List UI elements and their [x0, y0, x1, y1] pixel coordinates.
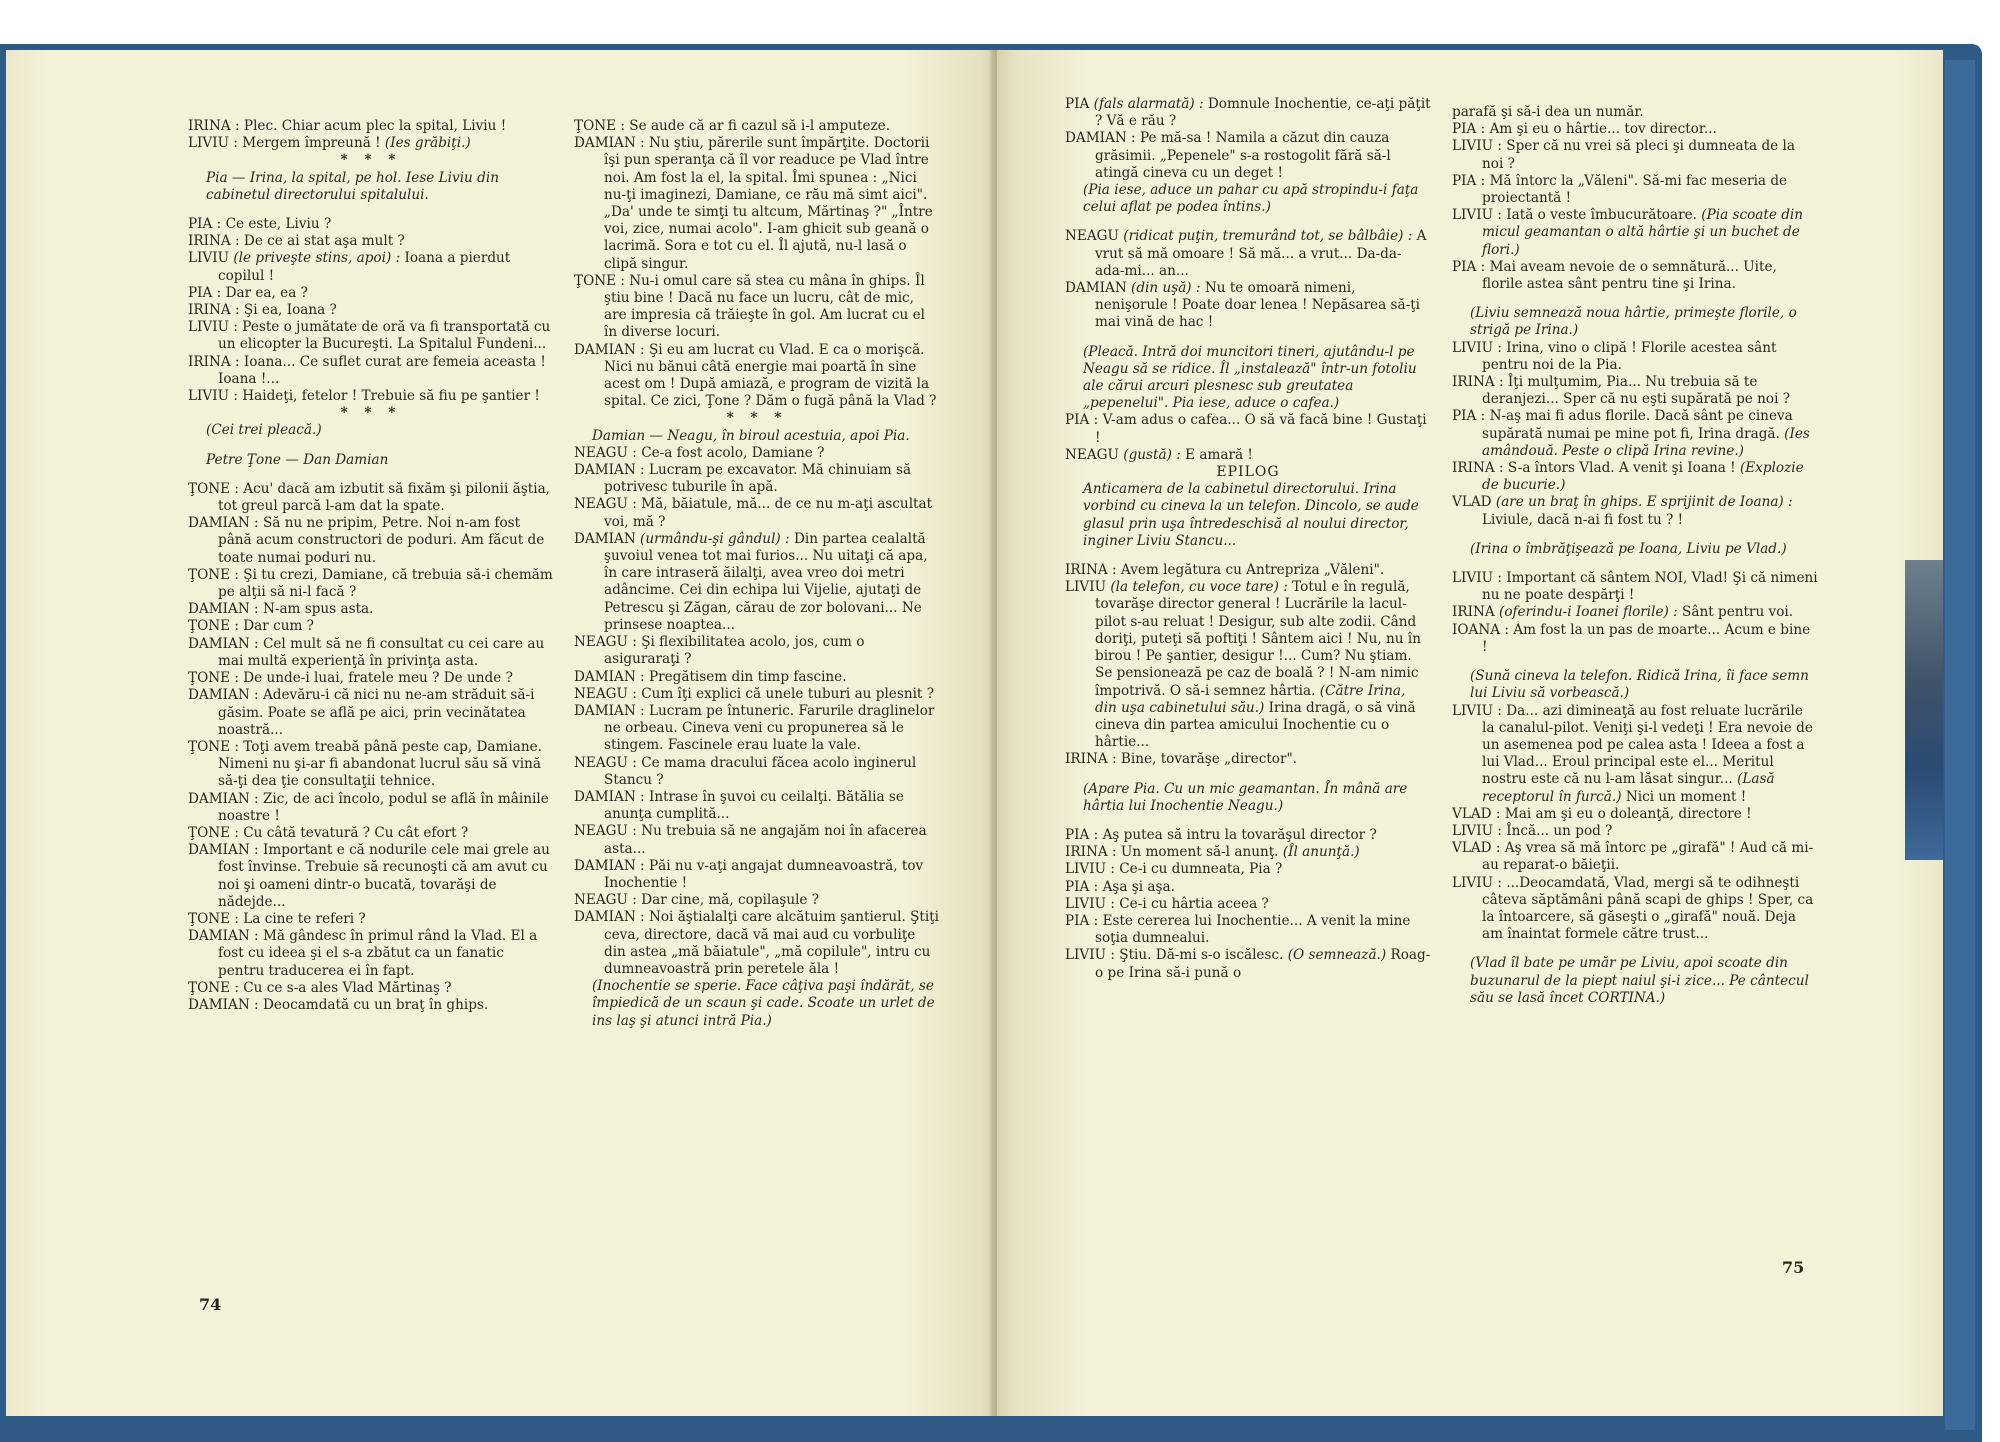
dialogue-line	[1065, 844, 1431, 861]
dialogue-text: Avem legătura cu Antrepriza „Văleni".	[1120, 562, 1385, 579]
dialogue-line	[1452, 340, 1818, 374]
spacer	[1065, 550, 1431, 562]
dialogue-line	[1452, 207, 1818, 259]
dialogue-text: Pe mă-sa ! Namila a căzut din cauza grăsimii. „Pepenele" s-a rostogolit fără să-l atingă cineva cu un deget !	[1095, 130, 1391, 181]
speaker-name: PIA	[1065, 96, 1090, 112]
dialogue-text: Ce este, Liviu ?	[225, 216, 332, 233]
spacer	[1452, 293, 1818, 305]
dialogue-text: Cu ce s-a ales Vlad Mărtinaş ?	[243, 979, 452, 996]
speaker-name: ŢONE :	[188, 618, 239, 635]
dialogue-text: Ioana a pierdut copilul !	[218, 250, 511, 284]
speaker-name: VLAD :	[1452, 805, 1501, 822]
dialogue-line	[574, 686, 940, 703]
dialogue-text: Domnule Inochentie, ce-aţi păţit ? Vă e rău ?	[1095, 96, 1431, 130]
speaker-name: ŢONE :	[188, 824, 239, 841]
inline-stage-direction: (Explozie de bucurie.)	[1482, 460, 1804, 494]
inline-stage-direction: (gustă) :	[1123, 446, 1181, 463]
dialogue-text: Mai am şi eu o doleanţă, directore !	[1504, 805, 1752, 822]
dialogue-line	[188, 601, 554, 618]
dialogue-text: E amară !	[1180, 446, 1253, 463]
dialogue-line	[574, 634, 940, 668]
speaker-name: IRINA :	[1065, 562, 1117, 579]
dialogue-line	[574, 669, 940, 686]
speaker-name: NEAGU :	[574, 754, 637, 771]
dialogue-line	[188, 980, 554, 997]
inline-stage-direction: (Lasă receptorul în furcă.)	[1482, 771, 1775, 805]
speaker-name: IRINA :	[1065, 844, 1117, 861]
speaker-name: IRINA :	[188, 353, 240, 370]
speaker-name: VLAD :	[1452, 840, 1501, 857]
inline-stage-direction: (din uşă) :	[1131, 280, 1201, 297]
dialogue-line	[188, 135, 554, 152]
dialogue-line	[1065, 280, 1431, 332]
speaker-name: LIVIU :	[1452, 702, 1502, 719]
speaker-name: IRINA :	[1452, 374, 1504, 391]
speaker-name: ŢONE :	[188, 566, 239, 583]
dialogue-text: Liviule, dacă n-ai fi fost tu ? !	[1482, 511, 1684, 528]
dialogue-text: Ioana... Ce suflet curat are femeia aceasta ! Ioana !...	[218, 353, 546, 387]
inline-stage-direction: (Ies amândouă. Peste o clipă Irina revine.)	[1482, 425, 1810, 459]
dialogue-text: Şi flexibilitatea acolo, jos, cum o asiguraraţi ?	[604, 634, 865, 668]
dialogue-line	[1452, 173, 1818, 207]
dialogue-text: Intrase în şuvoi cu ceilalţi. Bătălia se anunţa cumplită...	[604, 788, 904, 823]
dialogue-line	[188, 842, 554, 911]
dialogue-line	[1452, 259, 1818, 293]
speaker-name: DAMIAN	[574, 530, 636, 547]
spacer	[1065, 815, 1431, 827]
dialogue-line	[188, 481, 554, 515]
stage-direction: (Cei trei pleacă.)	[206, 422, 322, 439]
speaker-name: IRINA :	[188, 302, 240, 319]
dialogue-line	[188, 216, 554, 233]
dialogue-line	[188, 636, 554, 670]
dialogue-text: Ce mama dracului făcea acolo inginerul Stancu ?	[604, 754, 917, 788]
left-column-1	[188, 118, 554, 1348]
dialogue-text: Cel mult să ne fi consultat cu cei care au mai multă experienţă în privinţa asta.	[218, 635, 545, 669]
dialogue-text: Sânt pentru voi.	[1677, 604, 1794, 621]
speaker-name: ŢONE :	[188, 738, 239, 755]
dialogue-text: Se aude că ar fi cazul să i-l amputeze.	[629, 118, 891, 134]
speaker-name: ŢONE :	[188, 670, 239, 687]
speaker-name: DAMIAN :	[188, 790, 259, 807]
dialogue-line	[188, 285, 554, 302]
spacer	[1065, 216, 1431, 228]
dialogue-text: Mă gândesc în primul rând la Vlad. El a fost cu ideea şi el s-a zbătut ca un fanatic pentru traducerea ei în fapt.	[218, 928, 538, 979]
dialogue-line	[1065, 562, 1431, 579]
page-number-left: 74	[199, 1295, 222, 1314]
speaker-name: DAMIAN :	[574, 788, 645, 805]
dialogue-text: Bine, tovarăşe „director".	[1120, 751, 1298, 768]
speaker-name: ŢONE :	[188, 910, 239, 927]
stage-direction: (Pleacă. Intră doi muncitori tineri, ajutându-l pe Neagu să se ridice. Îl „instalează" într-un fotoliu ale cărui arcuri plesnesc sub greutatea „pepenelui". Pia iese, aduce o cafea.)	[1083, 343, 1417, 412]
section-heading: EPILOG	[1216, 464, 1280, 481]
speaker-name: DAMIAN :	[188, 996, 259, 1013]
inline-stage-direction: (O semnează.)	[1287, 947, 1387, 964]
inline-stage-direction: (Ies grăbiţi.)	[384, 135, 471, 152]
speaker-name: DAMIAN :	[188, 928, 259, 945]
dialogue-text: Sper că nu vrei să pleci şi dumneata de la noi ?	[1482, 138, 1796, 172]
dialogue-line	[1452, 703, 1818, 806]
dialogue-line	[188, 515, 554, 567]
dialogue-text: Adevăru-i că nici nu ne-am străduit să-i găsim. Poate se află pe aici, prin vecinătatea noastră...	[218, 687, 535, 738]
dialogue-line	[1065, 579, 1431, 751]
dialogue-line	[1452, 374, 1818, 408]
spacer	[1065, 332, 1431, 344]
dialogue-text: Ştiu. Dă-mi s-o iscălesc.	[1119, 947, 1288, 964]
dialogue-text: Îţi mulţumim, Pia... Nu trebuia să te deranjezi... Sper că nu eşti supărată pe noi ?	[1482, 374, 1791, 408]
stage-direction: Pia — Irina, la spital, pe hol. Iese Liviu din cabinetul directorului spitalului.	[206, 169, 499, 203]
dialogue-text: Ce-a fost acolo, Damiane ?	[641, 444, 825, 461]
dialogue-line	[1065, 751, 1431, 768]
dialogue-line	[188, 233, 554, 250]
dialogue-text: De unde-i luai, fratele meu ? De unde ?	[243, 670, 513, 687]
inline-stage-direction: (fals alarmată) :	[1093, 96, 1204, 112]
dialogue-line	[1065, 879, 1431, 896]
dialogue-text: Totul e în regulă, tovarăşe director general ! Lucrările la lacul-pilot s-au reluat ! Desigur, sub alte zodii. Când doriţi, puteţi să poftiţi ! Sântem aici ! Nu, nu în birou ! Pe şantier, desigur !... Cum? Nu ştiam. Se pensionează pe caz de boală ? ! N-am nimic împotrivă. O să-i semnez hârtia.	[1095, 579, 1421, 699]
dialogue-line	[1452, 875, 1818, 944]
speaker-name: DAMIAN :	[574, 341, 645, 358]
speaker-name: ŢONE :	[574, 118, 625, 134]
speaker-name: PIA :	[1065, 912, 1099, 929]
dialogue-text: Iată o veste îmbucurătoare.	[1506, 207, 1702, 224]
speaker-name: NEAGU :	[574, 892, 637, 909]
dialogue-text: Mai aveam nevoie de o semnătură... Uite, florile astea sânt pentru tine şi Irina.	[1482, 258, 1777, 293]
dialogue-text: Important că sântem NOI, Vlad! Şi că nimeni nu ne poate despărţi !	[1482, 570, 1818, 604]
dialogue-text: Am şi eu o hârtie... tov director...	[1489, 121, 1717, 138]
dialogue-text: Deocamdată cu un braţ în ghips.	[262, 996, 489, 1013]
dialogue-line	[574, 755, 940, 789]
dialogue-text: Încă... un pod ?	[1506, 822, 1613, 839]
speaker-name: LIVIU :	[188, 388, 238, 405]
dialogue-line	[1065, 827, 1431, 844]
dialogue-line	[574, 273, 940, 342]
dialogue-text: Zic, de aci încolo, podul se află în mâinile noastre !	[218, 790, 549, 824]
speaker-name: LIVIU :	[1065, 947, 1115, 964]
dialogue-text: La cine te referi ?	[243, 910, 366, 927]
speaker-name: DAMIAN :	[188, 687, 259, 704]
dialogue-line	[1452, 121, 1818, 138]
speaker-name: PIA :	[1452, 258, 1486, 275]
dialogue-line	[1065, 861, 1431, 878]
speaker-name: LIVIU :	[1452, 822, 1502, 839]
speaker-name: DAMIAN :	[188, 601, 259, 618]
dialogue-line	[1065, 896, 1431, 913]
stage-direction: (Apare Pia. Cu un mic geamantan. În mână are hârtia lui Inochentie Neagu.)	[1083, 780, 1408, 814]
speaker-name: DAMIAN :	[574, 909, 645, 926]
stage-direction: (Liviu semnează noua hârtie, primeşte florile, o strigă pe Irina.)	[1470, 305, 1797, 339]
speaker-name: LIVIU :	[188, 319, 238, 336]
dialogue-line	[1065, 228, 1431, 280]
dialogue-text: Un moment să-l anunţ.	[1120, 844, 1283, 861]
dialogue-text: Aş vrea să mă întorc pe „girafă" ! Aud că mi-au reparat-o băieţii.	[1482, 840, 1814, 874]
scene-divider: * * *	[340, 405, 402, 422]
dialogue-line	[188, 687, 554, 739]
dialogue-line	[1452, 408, 1818, 460]
dialogue-line	[1452, 570, 1818, 604]
inline-stage-direction: (la telefon, cu voce tare) :	[1110, 579, 1288, 596]
dialogue-text: parafă şi să-i dea un număr.	[1452, 104, 1644, 120]
dialogue-text: Mergem împreună !	[242, 135, 385, 152]
speaker-name: LIVIU :	[1452, 207, 1502, 224]
dialogue-line	[1452, 604, 1818, 621]
spacer	[1452, 529, 1818, 541]
dialogue-text: Noi ăştialalţi care alcătuim şantierul. Ştiţi ceva, directore, dacă vă mai aud cu vorbuliţe din astea „mă băiatule", „mă copilule", intru cu dumneavoastră prin peretele ăla !	[604, 909, 940, 977]
dialogue-text: V-am adus o cafea... O să vă facă bine ! Gustaţi !	[1095, 412, 1427, 446]
dialogue-line	[188, 911, 554, 928]
background-photo-fragment	[1905, 560, 1943, 860]
spacer	[188, 440, 554, 452]
spacer	[1452, 656, 1818, 668]
dialogue-text: Aş putea să intru la tovarăşul director ?	[1102, 826, 1377, 843]
dialogue-text: Haideţi, fetelor ! Trebuie să fiu pe şantier !	[242, 388, 540, 405]
inline-stage-direction: (Pia scoate din micul geamantan o altă hârtie şi un buchet de flori.)	[1482, 207, 1804, 258]
speaker-name: DAMIAN :	[574, 702, 645, 719]
speaker-name: DAMIAN :	[188, 635, 259, 652]
dialogue-text: Şi tu crezi, Damiane, că trebuia să-i chemăm pe alţii să ni-l facă ?	[218, 566, 553, 601]
speaker-name: DAMIAN :	[188, 842, 259, 859]
speaker-name: PIA :	[1452, 172, 1486, 189]
dialogue-line	[1452, 138, 1818, 172]
speaker-name: DAMIAN :	[1065, 130, 1136, 147]
dialogue-line	[574, 909, 940, 978]
dialogue-text: Nici un moment !	[1621, 788, 1747, 805]
dialogue-text: Nu ştiu, părerile sunt împărţite. Doctorii îşi pun speranţa că îl vor readuce pe Vlad între noi. Am fost la el, la spital. Îmi spunea : „Nici nu-ţi imaginezi, Damiane, ce rău mă simt aici". „Da' unde te simţi tu altcum, Mărtinaş ?" „Între voi, zice, numai acolo". I-am ghicit sub geană o lacrimă. Sora e tot cu el. Îl ajută, nu-l lasă o clipă singur.	[604, 135, 933, 272]
dialogue-line	[574, 118, 940, 135]
dialogue-text: Nu te omoară nimeni, nenişorule ! Poate doar lenea ! Nepăsarea să-ţi mai vină de hac !	[1095, 280, 1421, 331]
speaker-name: ŢONE :	[188, 979, 239, 996]
dialogue-line	[188, 825, 554, 842]
speaker-name: IRINA :	[1452, 460, 1504, 477]
stage-direction: Damian — Neagu, în biroul acestuia, apoi Pia.	[592, 427, 910, 444]
dialogue-text: De ce ai stat aşa mult ?	[243, 233, 405, 250]
dialogue-line	[1452, 823, 1818, 840]
dialogue-line	[574, 703, 940, 755]
dialogue-line	[574, 135, 940, 273]
speaker-name: LIVIU	[188, 250, 230, 267]
dialogue-line	[574, 462, 940, 496]
book-cover-edge	[1945, 60, 1975, 1430]
speaker-name: NEAGU :	[574, 444, 637, 461]
dialogue-text: Lucram pe excavator. Mă chinuiam să potrivesc tuburile în apă.	[604, 462, 912, 496]
inline-stage-direction: (le priveşte stins, apoi) :	[233, 250, 401, 267]
speaker-name: LIVIU	[1065, 579, 1107, 596]
dialogue-text: Toţi avem treabă până peste cap, Damiane. Nimeni nu şi-ar fi abandonat lucrul său să vină să-ţi dea ţie consultaţii tehnice.	[218, 738, 542, 790]
dialogue-line	[1065, 947, 1431, 981]
speaker-name: VLAD	[1452, 494, 1492, 511]
dialogue-line	[1065, 913, 1431, 947]
dialogue-text: Dar cum ?	[243, 618, 314, 635]
speaker-name: NEAGU	[1065, 446, 1119, 463]
speaker-name: DAMIAN :	[188, 515, 259, 532]
inline-stage-direction: (Către Irina, din uşa cabinetului său.)	[1095, 682, 1406, 716]
dialogue-line	[188, 618, 554, 635]
inline-stage-direction: (ridicat puţin, tremurând tot, se bâlbâie) :	[1123, 228, 1413, 245]
dialogue-line	[1452, 460, 1818, 494]
dialogue-text: Este cererea lui Inochentie... A venit la mine soţia dumnealui.	[1095, 912, 1411, 947]
speaker-name: IRINA :	[188, 118, 240, 134]
stage-direction: (Sună cineva la telefon. Ridică Irina, îi face semn lui Liviu să vorbească.)	[1470, 668, 1809, 702]
right-column-1	[1065, 96, 1431, 1336]
dialogue-text: Irina dragă, o să vină cineva din partea amicului Inochentie cu o hârtie...	[1095, 699, 1416, 751]
dialogue-text: Să nu ne pripim, Petre. Noi n-am fost până acum constructori de poduri. Am făcut de toate numai poduri nu.	[218, 515, 545, 566]
dialogue-line	[1452, 806, 1818, 823]
page-number-right: 75	[1782, 1258, 1805, 1277]
speaker-name: LIVIU :	[1452, 339, 1502, 356]
dialogue-text: Nu trebuia să ne angajăm noi în afacerea asta...	[604, 823, 927, 857]
scene-divider: * * *	[726, 410, 788, 427]
scene-divider: * * *	[340, 152, 402, 169]
dialogue-text: Aşa şi aşa.	[1102, 878, 1175, 895]
speaker-name: DAMIAN	[1065, 280, 1127, 297]
dialogue-line	[1452, 840, 1818, 874]
dialogue-line	[574, 531, 940, 634]
spacer	[188, 204, 554, 216]
dialogue-text: Mă întorc la „Văleni". Să-mi fac meseria de proiectantă !	[1482, 172, 1788, 207]
dialogue-text: Ce-i cu dumneata, Pia ?	[1119, 861, 1283, 878]
dialogue-text: Irina, vino o clipă ! Florile acestea sânt pentru noi de la Pia.	[1482, 339, 1777, 373]
dialogue-text: Lucram pe întuneric. Farurile draglinelor ne orbeau. Cineva veni cu propunerea să le stingem. Fascinele erau luate la vale.	[604, 702, 935, 754]
speaker-name: PIA :	[1452, 408, 1486, 425]
speaker-name: DAMIAN :	[574, 462, 645, 479]
dialogue-text: N-am spus asta.	[262, 601, 374, 618]
speaker-name: ŢONE :	[574, 272, 625, 289]
dialogue-text: A vrut să mă omoare ! Să mă... a vrut... Da-da-ada-mi... an...	[1095, 228, 1427, 279]
stage-direction: Anticamera de la cabinetul directorului. Irina vorbind cu cineva la un telefon. Dincolo, se aude glasul prin uşa întredeschisă al noului director, inginer Liviu Stancu...	[1083, 481, 1419, 549]
dialogue-line	[188, 354, 554, 388]
dialogue-text: Acu' dacă am izbutit să fixăm şi pilonii ăştia, tot greul parcă l-am dat la spate.	[218, 480, 550, 515]
speaker-name: PIA :	[1452, 121, 1486, 138]
speaker-name: PIA :	[188, 216, 222, 233]
dialogue-text: N-aş mai fi adus florile. Dacă sânt pe cineva supărată numai pe mine pot fi, Irina dragă.	[1482, 408, 1793, 442]
speaker-name: PIA :	[1065, 826, 1099, 843]
spacer	[1065, 769, 1431, 781]
inline-stage-direction: (urmându-şi gândul) :	[640, 530, 790, 547]
speaker-name: NEAGU :	[574, 823, 637, 840]
dialogue-text: Din partea cealaltă şuvoiul venea tot mai furios... Nu uitaţi că apa, în care intraseră ăilalţi, avea vreo doi metri adâncime. Cei din echipa lui Vijelie, ajutaţi de Petrescu şi Zăgan, cărau de zor bolovani... Ne prinsese noaptea...	[604, 530, 928, 633]
speaker-name: LIVIU :	[1452, 874, 1502, 891]
speaker-name: NEAGU :	[574, 685, 637, 702]
dialogue-line	[574, 445, 940, 462]
dialogue-line	[1065, 412, 1431, 446]
speaker-name: PIA :	[1065, 412, 1099, 429]
dialogue-text: Am fost la un pas de moarte... Acum e bine !	[1482, 621, 1811, 655]
speaker-name: NEAGU	[1065, 228, 1119, 245]
dialogue-text: Da... azi dimineaţă au fost reluate lucrările la canalul-pilot. Veniţi şi-l vedeţi ! Era nevoie de un asemenea pod pe calea asta ! Ideea a fost a lui Vlad... Eroul principal este el... Meritul nostru este că nu l-am lăsat singur...	[1482, 702, 1813, 788]
dialogue-text: Ce-i cu hârtia aceea ?	[1119, 895, 1269, 912]
stage-direction: Petre Ţone — Dan Damian	[206, 451, 389, 468]
dialogue-text: Mă, băiatule, mă... de ce nu m-aţi ascultat voi, mă ?	[604, 496, 933, 530]
dialogue-text: Nu-i omul care să stea cu mâna în ghips. Îl ştiu bine ! Dacă nu face un lucru, cât de mic, are impresia că trăieşte în gol. Am lucrat cu el în diverse locuri.	[604, 272, 926, 341]
right-page	[997, 50, 1943, 1416]
stage-direction: (Irina o îmbrăţişează pe Ioana, Liviu pe Vlad.)	[1470, 540, 1787, 557]
speaker-name: LIVIU :	[188, 135, 238, 152]
dialogue-text: Şi eu am lucrat cu Vlad. E ca o morişcă. Nici nu bănui câtă energie mai poartă în sine acest om ! După amiază, e program de vizită la spital. Ce zici, Ţone ? Dăm o fugă până la Vlad ?	[604, 341, 937, 410]
stage-direction: (Vlad îl bate pe umăr pe Liviu, apoi scoate din buzunarul de la piept naiul şi-i zice... Pe cântecul său se lasă încet CORTINA.)	[1470, 955, 1809, 1006]
dialogue-text: Şi ea, Ioana ?	[243, 302, 337, 319]
left-column-2	[574, 118, 940, 1348]
inline-stage-direction: (oferindu-i Ioanei florile) :	[1499, 604, 1678, 621]
dialogue-line	[574, 342, 940, 411]
dialogue-text: Roag-o pe Irina să-i pună o	[1095, 947, 1431, 981]
spacer	[1452, 943, 1818, 955]
dialogue-text: Dar cine, mă, copilaşule ?	[641, 892, 820, 909]
dialogue-text: ...Deocamdată, Vlad, mergi să te odihneşti câteva săptămâni până scapi de ghips ! Sper, ca la întoarcere, să găseşti o „girafă" nouă. Deja am înaintat formele către trust...	[1482, 874, 1814, 943]
speaker-name: IRINA :	[188, 233, 240, 250]
speaker-name: DAMIAN :	[574, 668, 645, 685]
inline-stage-direction: (are un braţ în ghips. E sprijinit de Ioana) :	[1495, 494, 1793, 511]
stage-direction: (Pia iese, aduce un pahar cu apă stropindu-i faţa celui aflat pe podea întins.)	[1083, 182, 1419, 216]
speaker-name: IOANA :	[1452, 621, 1509, 638]
speaker-name: LIVIU :	[1065, 895, 1115, 912]
dialogue-text: Dar ea, ea ?	[225, 284, 308, 301]
inline-stage-direction: (Îl anunţă.)	[1282, 844, 1360, 861]
dialogue-line	[574, 892, 940, 909]
speaker-name: IRINA	[1452, 604, 1495, 621]
dialogue-continuation	[1452, 104, 1818, 121]
dialogue-line	[188, 302, 554, 319]
spacer	[188, 469, 554, 481]
dialogue-line	[188, 567, 554, 601]
right-column-2	[1452, 104, 1818, 1284]
speaker-name: DAMIAN :	[574, 857, 645, 874]
dialogue-line	[188, 670, 554, 687]
dialogue-line	[1065, 96, 1431, 130]
speaker-name: LIVIU :	[1452, 570, 1502, 587]
dialogue-text: Cu câtă tevatură ? Cu cât efort ?	[243, 824, 469, 841]
speaker-name: ŢONE :	[188, 480, 239, 497]
speaker-name: NEAGU :	[574, 634, 637, 651]
dialogue-text: Cum îţi explici că unele tuburi au plesnit ?	[641, 685, 934, 702]
dialogue-line	[188, 791, 554, 825]
dialogue-text: Pregătisem din timp fascine.	[648, 668, 847, 685]
spacer	[1452, 558, 1818, 570]
speaker-name: IRINA :	[1065, 751, 1117, 768]
speaker-name: PIA :	[188, 284, 222, 301]
dialogue-line	[1065, 130, 1431, 182]
dialogue-line	[574, 823, 940, 857]
dialogue-line	[1065, 447, 1431, 464]
dialogue-text: Important e că nodurile cele mai grele au fost învinse. Trebuie să recunoşti că am avut cu noi şi oameni dintr-o bucată, tovarăşi de nădejde...	[218, 842, 550, 910]
dialogue-line	[188, 739, 554, 791]
dialogue-line	[1452, 494, 1818, 528]
dialogue-line	[188, 928, 554, 980]
left-page	[6, 50, 997, 1416]
dialogue-line	[574, 789, 940, 823]
dialogue-line	[574, 496, 940, 530]
dialogue-line	[188, 997, 554, 1014]
dialogue-line	[188, 250, 554, 284]
dialogue-line	[1452, 622, 1818, 656]
speaker-name: NEAGU :	[574, 496, 637, 513]
dialogue-line	[574, 858, 940, 892]
speaker-name: DAMIAN :	[574, 135, 645, 152]
dialogue-line	[188, 118, 554, 135]
stage-direction: (Inochentie se sperie. Face câţiva paşi îndărăt, se împiedică de un scaun şi cade. Scoate un urlet de ins laş şi atunci intră Pia.)	[592, 978, 935, 1029]
dialogue-text: Plec. Chiar acum plec la spital, Liviu !	[243, 118, 507, 134]
dialogue-text: S-a întors Vlad. A venit şi Ioana !	[1507, 460, 1740, 477]
speaker-name: LIVIU :	[1452, 138, 1502, 155]
speaker-name: LIVIU :	[1065, 861, 1115, 878]
speaker-name: PIA :	[1065, 878, 1099, 895]
dialogue-text: Peste o jumătate de oră va fi transportată cu un elicopter la Bucureşti. La Spitalul Fundeni...	[218, 319, 551, 353]
dialogue-line	[188, 388, 554, 405]
dialogue-text: Păi nu v-aţi angajat dumneavoastră, tov Inochentie !	[604, 857, 924, 891]
dialogue-line	[188, 319, 554, 353]
